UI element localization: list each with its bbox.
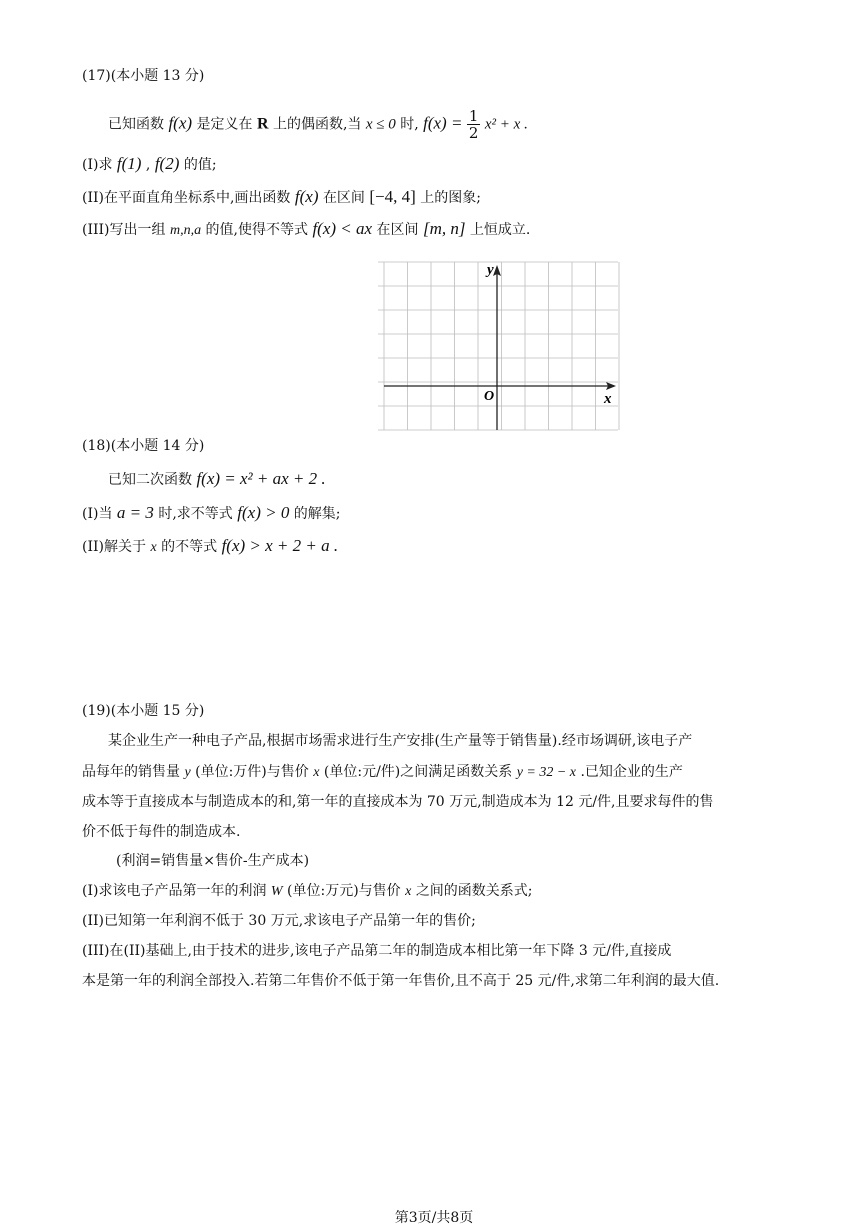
q17-part3-label: (III)写出一组 bbox=[82, 222, 166, 238]
q17-stem-text2: 是定义在 bbox=[196, 116, 253, 133]
q17-part3 bbox=[82, 219, 530, 241]
q19-part3-line1: (III)在(II)基础上,由于技术的进步,该电子产品第二年的制造成本相比第一年下降 3 元/件,直接成 bbox=[82, 943, 672, 959]
fraction-denominator: 2 bbox=[468, 124, 479, 142]
q19-line2 bbox=[82, 762, 683, 783]
q19-part1-x: x bbox=[405, 884, 412, 899]
q18-stem-eq: f(x) = x² + ax + 2 . bbox=[196, 469, 326, 488]
q19-line2-tail: .已知企业的生产 bbox=[580, 764, 683, 780]
q17-fraction bbox=[467, 108, 481, 141]
q19-line1: 某企业生产一种电子产品,根据市场需求进行生产安排(生产量等于销售量).经市场调研,该电子产 bbox=[108, 733, 693, 749]
q18-part2-mid: 的不等式 bbox=[161, 539, 218, 555]
q17-part3-mid2: 在区间 bbox=[376, 222, 419, 238]
x-axis-label: x bbox=[604, 391, 612, 407]
q17-stem-text4: 时, bbox=[400, 116, 419, 133]
q17-part1 bbox=[82, 154, 217, 175]
q17-stem-text3: 上的偶函数,当 bbox=[272, 116, 362, 133]
q19-line2-x: x bbox=[313, 765, 320, 780]
q19-part1-W: W bbox=[270, 884, 283, 899]
q17-stem-text: 已知函数 bbox=[108, 116, 164, 133]
q19-line2-mid2: (单位:元/件)之间满足函数关系 bbox=[323, 764, 513, 780]
q18-part1-inequality: f(x) > 0 bbox=[237, 503, 290, 522]
coordinate-grid bbox=[378, 258, 622, 433]
q19-part1-mid: (单位:万元)与售价 bbox=[287, 883, 401, 899]
q17-part3-interval: [m, n] bbox=[422, 219, 466, 238]
q18-stem bbox=[108, 469, 326, 490]
q19-line4: 价不低于每件的制造成本. bbox=[82, 824, 241, 840]
q17-part1-comma: , bbox=[145, 157, 151, 173]
origin-label: O bbox=[484, 389, 495, 404]
fraction-numerator: 1 bbox=[468, 107, 479, 125]
q17-part1-f1: f(1) bbox=[116, 154, 142, 173]
q17-part3-vars: m,n,a bbox=[169, 223, 202, 238]
q18-part2-label: (II)解关于 bbox=[82, 539, 146, 555]
q17-part3-mid: 的值,使得不等式 bbox=[205, 222, 308, 238]
q17-stem-cond: x ≤ 0 bbox=[365, 116, 396, 133]
q19-line3: 成本等于直接成本与制造成本的和,第一年的直接成本为 70 万元,制造成本为 12 元/件,且要求每件的售 bbox=[82, 794, 714, 810]
q19-part3-line2: 本是第一年的利润全部投入.若第二年售价不低于第一年售价,且不高于 25 元/件,求第二年利润的最大值. bbox=[82, 973, 720, 989]
q17-part2-fx: f(x) bbox=[294, 187, 319, 206]
q17-stem-tail: x² + x . bbox=[484, 116, 528, 133]
q19-line2-eq: y = 32 − x bbox=[516, 765, 577, 780]
q18-part1-cond: a = 3 bbox=[116, 503, 154, 522]
q19-header: (19)(本小题 15 分) bbox=[82, 703, 205, 719]
q17-part1-f2: f(2) bbox=[154, 154, 180, 173]
q17-header: (17)(本小题 13 分) bbox=[82, 68, 205, 84]
q17-stem bbox=[108, 108, 528, 141]
q19-part1 bbox=[82, 881, 533, 902]
q18-header: (18)(本小题 14 分) bbox=[82, 438, 205, 454]
grid-lines bbox=[378, 262, 619, 430]
q19-line2-mid: (单位:万件)与售价 bbox=[195, 764, 309, 780]
q17-part2 bbox=[82, 187, 481, 208]
q18-part1-mid: 时,求不等式 bbox=[158, 506, 233, 522]
q17-stem-fx: f(x) bbox=[168, 113, 193, 133]
q19-line2-y: y bbox=[184, 765, 191, 780]
q17-part2-mid: 在区间 bbox=[322, 190, 365, 206]
q17-part2-label: (II)在平面直角坐标系中,画出函数 bbox=[82, 190, 291, 206]
q19-line2-pre: 品每年的销售量 bbox=[82, 764, 180, 780]
q18-part2 bbox=[82, 536, 338, 558]
q17-stem-R: R bbox=[256, 115, 269, 133]
q19-part2: (II)已知第一年利润不低于 30 万元,求该电子产品第一年的售价; bbox=[82, 913, 476, 929]
q17-part3-inequality: f(x) < ax bbox=[312, 219, 373, 238]
q18-part1-label: (I)当 bbox=[82, 506, 113, 522]
q18-part2-x: x bbox=[150, 540, 157, 555]
q17-part1-label: (I)求 bbox=[82, 157, 113, 173]
q18-part1-tail: 的解集; bbox=[293, 506, 341, 522]
q18-part1 bbox=[82, 503, 341, 524]
q19-note: (利润=销售量×售价-生产成本) bbox=[116, 853, 310, 869]
q18-stem-text: 已知二次函数 bbox=[108, 472, 192, 488]
q19-part1-pre: (I)求该电子产品第一年的利润 bbox=[82, 883, 267, 899]
q17-part2-interval: [−4, 4] bbox=[369, 187, 416, 206]
q17-part1-tail: 的值; bbox=[183, 157, 217, 173]
q17-part2-tail: 上的图象; bbox=[420, 190, 481, 206]
q17-part3-tail: 上恒成立. bbox=[469, 222, 531, 238]
q17-stem-eq: f(x) = bbox=[423, 113, 463, 133]
page-footer: 第3页/共8页 bbox=[394, 1210, 474, 1226]
y-axis-label: y bbox=[487, 262, 494, 278]
q19-part1-tail: 之间的函数关系式; bbox=[415, 883, 533, 899]
q18-part2-inequality: f(x) > x + 2 + a . bbox=[221, 536, 339, 555]
